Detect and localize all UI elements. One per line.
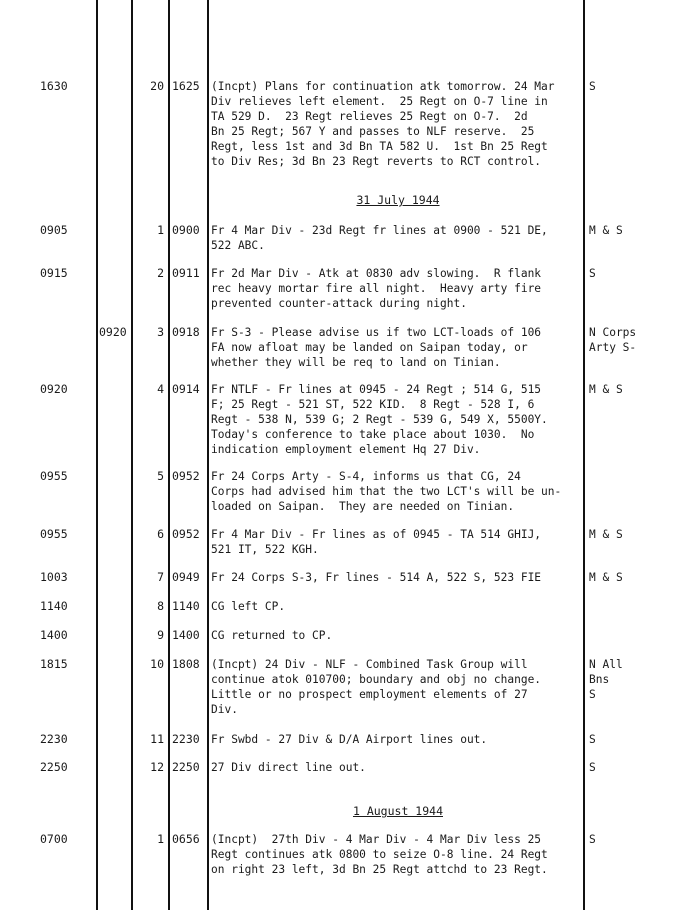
entry-time: 0905 (40, 223, 68, 237)
entry-time: 0920 (40, 382, 68, 396)
entry-number: 1 (157, 832, 164, 846)
entry-message: Fr 2d Mar Div - Atk at 0830 adv slowing. R flank rec heavy mortar fire all night. Heavy arty fire prevented counter-attack during night. (211, 267, 542, 310)
entry-message: (Incpt) 24 Div - NLF - Combined Task Group will continue atok 010700; boundary and obj no change. Little or no prospect employment elements of 27 Div. (211, 658, 542, 716)
entry-number: 7 (157, 570, 164, 584)
entry-time: 0915 (40, 266, 68, 280)
entry-message: CG returned to CP. (211, 629, 333, 642)
entry-number: 6 (157, 527, 164, 541)
entry-number: 12 (150, 760, 164, 774)
column-rule-2 (131, 0, 133, 910)
entry-message: Fr 24 Corps Arty - S-4, informs us that CG, 24 Corps had advised him that the two LCT's will be un- loaded on Saipan. They are needed on Tinian. (211, 470, 562, 513)
entry-number: 9 (157, 628, 164, 642)
entry-message: (Incpt) Plans for continuation atk tomorrow. 24 Mar Div relieves left element. 25 Regt on O-7 line in TA 529 D. 23 Regt relieves 25 Regt on O-7. 2d Bn 25 Regt; 567 Y and passes to NLF reserve. 25 Regt, less 1st and 3d Bn TA 582 U. 1st Bn 25 Regt to Div Res; 3d Bn 23 Regt reverts to RCT control. (211, 80, 555, 168)
entry-sent-time: 1400 (172, 628, 200, 642)
entry-message: (Incpt) 27th Div - 4 Mar Div - 4 Mar Div less 25 Regt continues atk 0800 to seize O-8 line. 24 Regt on right 23 left, 3d Bn 25 Regt attchd to 23 Regt. (211, 833, 548, 876)
entry-message: 27 Div direct line out. (211, 761, 366, 774)
entry-time: 1140 (40, 599, 68, 613)
entry-action: M & S (589, 224, 623, 237)
entry-received-time: 0920 (99, 325, 127, 339)
entry-time: 1400 (40, 628, 68, 642)
entry-sent-time: 2230 (172, 732, 200, 746)
entry-number: 5 (157, 469, 164, 483)
entry-time: 1630 (40, 79, 68, 93)
entry-number: 1 (157, 223, 164, 237)
entry-number: 10 (150, 657, 164, 671)
entry-sent-time: 0900 (172, 223, 200, 237)
entry-sent-time: 0952 (172, 527, 200, 541)
column-rule-1 (96, 0, 98, 910)
entry-number: 20 (150, 79, 164, 93)
entry-action: S (589, 761, 596, 774)
entry-sent-time: 0911 (172, 266, 200, 280)
date-header: 1 August 1944 (352, 804, 443, 818)
entry-message: Fr NTLF - Fr lines at 0945 - 24 Regt ; 514 G, 515 F; 25 Regt - 521 ST, 522 KID. 8 Regt - 528 I, 6 Regt - 538 N, 539 G; 2 Regt - 539 G, 549 X, 5500Y. Today's conference to take place about 1030. No indication employment element Hq 27 Div. (211, 383, 548, 456)
column-rule-3 (168, 0, 170, 910)
entry-action: S (589, 80, 596, 93)
entry-time: 1815 (40, 657, 68, 671)
entry-time: 0700 (40, 832, 68, 846)
entry-message: Fr 4 Mar Div - 23d Regt fr lines at 0900 - 521 DE, 522 ABC. (211, 224, 548, 252)
entry-time: 0955 (40, 469, 68, 483)
entry-message: Fr S-3 - Please advise us if two LCT-loads of 106 FA now afloat may be landed on Saipan today, or whether they will be req to land on Tinian. (211, 326, 542, 369)
column-rule-5 (583, 0, 585, 910)
entry-number: 8 (157, 599, 164, 613)
entry-sent-time: 1140 (172, 599, 200, 613)
entry-number: 11 (150, 732, 164, 746)
entry-message: Fr 24 Corps S-3, Fr lines - 514 A, 522 S, 523 FIE (211, 571, 542, 584)
entry-time: 2250 (40, 760, 68, 774)
entry-time: 1003 (40, 570, 68, 584)
entry-sent-time: 0914 (172, 382, 200, 396)
entry-sent-time: 1625 (172, 79, 200, 93)
entry-message: CG left CP. (211, 600, 286, 613)
entry-action: M & S (589, 383, 623, 396)
entry-sent-time: 0656 (172, 832, 200, 846)
entry-action: S (589, 833, 596, 846)
entry-sent-time: 2250 (172, 760, 200, 774)
entry-action: S (589, 267, 596, 280)
entry-sent-time: 1808 (172, 657, 200, 671)
entry-time: 2230 (40, 732, 68, 746)
entry-action: M & S (589, 571, 623, 584)
entry-action: S (589, 733, 596, 746)
entry-sent-time: 0949 (172, 570, 200, 584)
entry-time: 0955 (40, 527, 68, 541)
entry-sent-time: 0952 (172, 469, 200, 483)
entry-message: Fr 4 Mar Div - Fr lines as of 0945 - TA 514 GHIJ, 521 IT, 522 KGH. (211, 528, 542, 556)
entry-sent-time: 0918 (172, 325, 200, 339)
entry-action: M & S (589, 528, 623, 541)
entry-number: 2 (157, 266, 164, 280)
entry-number: 4 (157, 382, 164, 396)
date-header: 31 July 1944 (356, 193, 440, 207)
entry-action: N Corps Arty S- (589, 326, 637, 354)
entry-number: 3 (157, 325, 164, 339)
entry-message: Fr Swbd - 27 Div & D/A Airport lines out. (211, 733, 488, 746)
entry-action: N All Bns S (589, 658, 623, 701)
